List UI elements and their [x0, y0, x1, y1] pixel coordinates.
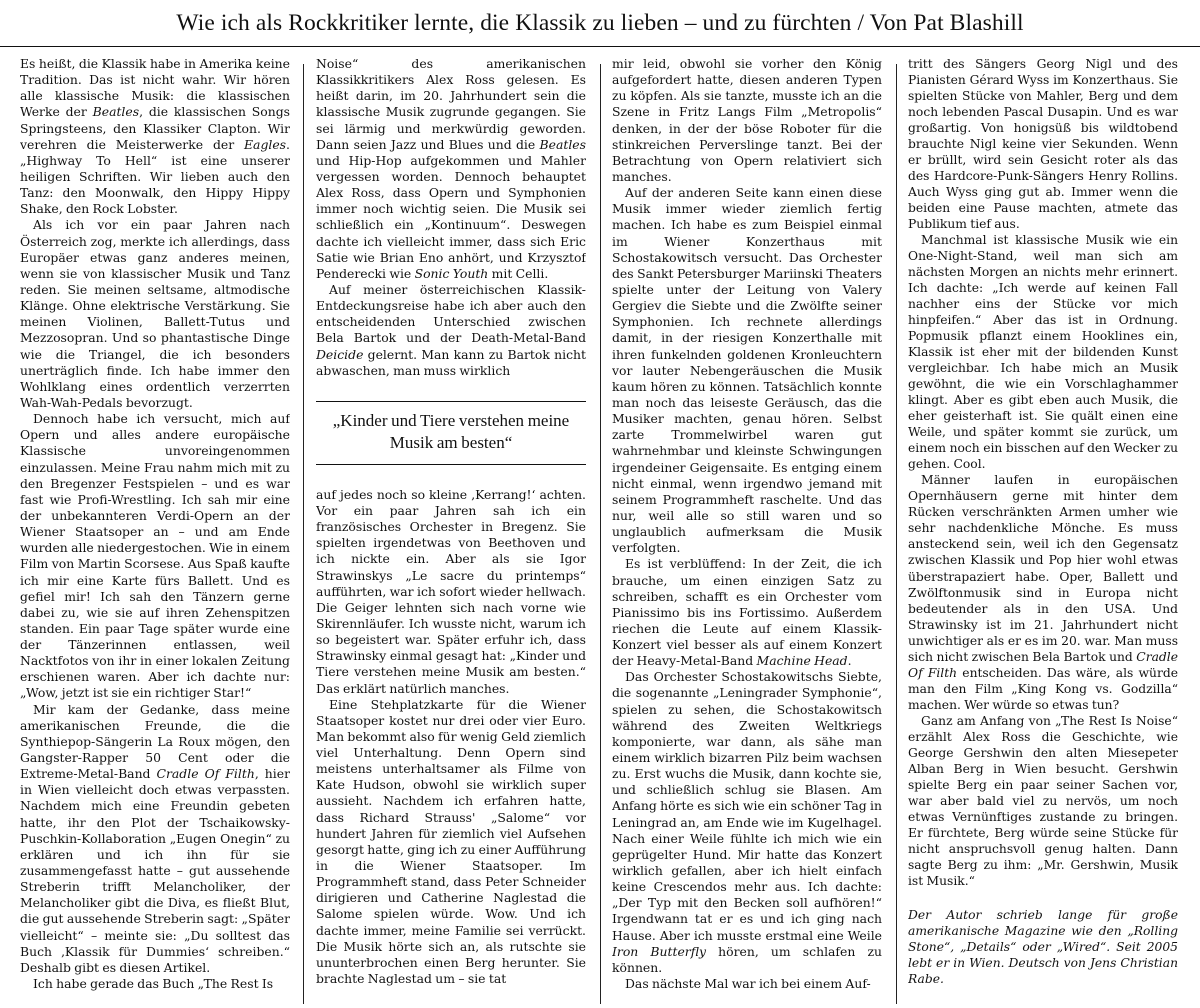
column-divider [600, 64, 601, 1004]
column-4 [908, 56, 1178, 1006]
article-body [20, 56, 1192, 1006]
paragraph: Dennoch habe ich versucht, mich auf Opern und alles andere europäische Klassische unvoreingenommen einzulassen. Meine Frau nahm mich mit zu den Bregenzer Festspielen – und es war fast wie Profi-Wrestling. Ich sah mir eine der unbekannteren Verdi-Opern an der Wiener Staatsoper an – und am Ende wurden alle niedergestochen. Wie in einem Film von Martin Scorsese. Aus Spaß kaufte ich mir eine Karte fürs Ballett. Und es gefiel mir! Ich sah den Tänzern gerne dabei zu, wie sie auf ihren Zehenspitzen standen. Ein paar Tage später wurde eine der Tänzerinnen entlassen, weil Nacktfotos von ihr in einer lokalen Zeitung erschienen waren. Aber ich dachte nur: „Wow, jetzt ist sie ein richtiger Star!“ [20, 411, 290, 701]
paragraph: Auf der anderen Seite kann einen diese Musik immer wieder ziemlich fertig machen. Ich habe es zum Beispiel einmal im Wiener Konzerthaus mit Schostakowitsch versucht. Das Orchester des Sankt Petersburger Mariinski Theaters spielte unter der Leitung von Valery Gergiev die Siebte und die Zwölfte seiner Symphonien. Ich rechnete allerdings damit, in der riesigen Konzerthalle mit ihren funkelnden goldenen Kronleuchtern vor lauter Nebengeräuschen die Musik kaum hören zu können. Tatsächlich konnte man noch das leiseste Geräusch, das die Musiker machten, genau hören. Selbst zarte Trommelwirbel waren gut wahrnehmbar und kleinste Schwingungen irgendeiner Geigensaite. Es entging einem nicht einmal, wenn irgendwo jemand mit seinem Programmheft raschelte. Und das nur, weil alle so still waren und so unglaublich aufmerksam die Musik verfolgten. [612, 185, 882, 556]
paragraph: Es ist verblüffend: In der Zeit, die ich brauche, um einen einzigen Satz zu schreiben, schafft es ein Orchester vom Pianissimo bis ins Fortissimo. Außerdem riechen die Leute auf einem Klassik-Konzert viel besser als auf einem Konzert der Heavy-Metal-Band Machine Head. [612, 556, 882, 669]
paragraph: Ich habe gerade das Buch „The Rest Is [33, 976, 274, 992]
paragraph: Als ich vor ein paar Jahren nach Österreich zog, merkte ich allerdings, dass Europäer etwas ganz anderes meinen, wenn sie von klassischer Musik und Tanz reden. Sie meinen seltsame, altmodische Klänge. Ohne elektrische Verstärkung. Sie meinen Violinen, Ballett-Tutus und Mezzosopran. Und so phantastische Dinge wie die Triangel, die ich besonders unerträglich finde. Ich habe immer den Wohlklang eines ordentlich verzerrten Wah-Wah-Pedals bevorzugt. [20, 217, 290, 410]
paragraph: tritt des Sängers Georg Nigl und des Pianisten Gérard Wyss im Konzerthaus. Sie spielten Stücke von Mahler, Berg und dem noch lebenden Pascal Dusapin. Und es war großartig. Von honigsüß bis wildtobend brauchte Nigl keine vier Sekunden. Wenn er brüllt, wird sein Gesicht roter als das des Hardcore-Punk-Sängers Henry Rollins. Auch Wyss ging gut ab. Immer wenn die beiden eine Pause machten, atmete das Publikum tief aus. [908, 57, 1178, 232]
paragraph: Auf meiner österreichischen Klassik-Entdeckungsreise habe ich aber auch den entscheidenden Unterschied zwischen Bela Bartok und der Death-Metal-Band Deicide gelernt. Man kann zu Bartok nicht abwaschen, man muss wirklich [316, 281, 586, 378]
paragraph: auf jedes noch so kleine ‚Kerrang!‘ achten. Vor ein paar Jahren sah ich ein französisches Orchester in Bregenz. Sie spielten irgendetwas von Beethoven und ich nickte ein. Aber als sie Igor Strawinskys „Le sacre du printemps“ aufführten, war ich sofort wieder hellwach. Die Geiger lehnten sich nach vorne wie Skirennläufer. Ich wusste nicht, warum ich so begeistert war. Später erfuhr ich, dass Strawinsky einmal gesagt hat: „Kinder und Tiere verstehen meine Musik am besten.“ Das erklärt natürlich manches. [316, 486, 586, 696]
author-note-text: Der Autor schrieb lange für große amerikanische Magazine wie den „Rolling Stone“, „Details“ oder „Wired“. Seit 2005 lebt er in Wien. Deutsch von Jens Christian Rabe. [908, 907, 1178, 986]
paragraph: Mir kam der Gedanke, dass meine amerikanischen Freunde, die die Synthiepop-Sängerin La Roux mögen, den Gangster-Rapper 50 Cent oder die Extreme-Metal-Band Cradle Of Filth, hier in Wien vielleicht doch etwas verpassten. Nachdem mich eine Freundin gebeten hatte, ihr den Plot der Tschaikowsky-Puschkin-Kollaboration „Eugen Onegin“ zu erklären und ich ihn für sie zusammengefasst hatte – gut aussehende Streberin trifft Melancholiker, der Melancholiker gibt die Diva, es fließt Blut, die gut aussehende Streberin sagt: „Später vielleicht“ – meinte sie: „Du solltest das Buch ‚Klassik für Dummies‘ schreiben.“ Deshalb gibt es diesen Artikel. [20, 701, 290, 975]
column-3 [612, 56, 882, 1006]
column-divider [896, 64, 897, 1004]
column-divider [303, 64, 304, 1004]
paragraph: Männer laufen in europäischen Opernhäusern gerne mit hinter dem Rücken verschränkten Armen umher wie sehr nachdenkliche Mönche. Es muss ansteckend sein, weil ich den Gegensatz zwischen Klassik und Pop hier wohl etwas überstrapaziert habe. Oper, Ballett und Zwölftonmusik sind in Europa nicht bedeutender als in den USA. Und Strawinsky ist im 21. Jahrhundert nicht unwichtiger als er es im 20. war. Man muss sich nicht zwischen Bela Bartok und Cradle Of Filth entscheiden. Das wäre, als würde man den Film „King Kong vs. Godzilla“ machen. Wer würde so etwas tun? [908, 473, 1178, 712]
paragraph: Es heißt, die Klassik habe in Amerika keine Tradition. Das ist nicht wahr. Wir hören alle klassische Musik: die klassischen Werke der Beatles, die klassischen Songs Springsteens, den Klassiker Clapton. Wir verehren die Meisterwerke der Eagles. „Highway To Hell“ ist eine unserer heiligen Schriften. Wir lieben auch den Tanz: den Moonwalk, den Hippy Hippy Shake, den Rock Lobster. [20, 56, 290, 217]
paragraph: Eine Stehplatzkarte für die Wiener Staatsoper kostet nur drei oder vier Euro. Man bekommt also für wenig Geld ziemlich viel Unterhaltung. Denn Opern sind meistens unterhaltsamer als Filme von Kate Hudson, obwohl sie wirklich super aussieht. Nachdem ich erfahren hatte, dass Richard Strauss' „Salome“ vor hundert Jahren für ziemlich viel Aufsehen gesorgt hatte, ging ich zu einer Aufführung in die Wiener Staatsoper. Im Programmheft stand, dass Peter Schneider dirigieren und Catherine Naglestad die Salome spielen würde. Wow. Und ich dachte immer, meine Familie sei verrückt. Die Musik hörte sich an, als rutschte sie ununterbrochen einen Berg herunter. Sie brachte Naglestad um – sie tat [316, 696, 586, 987]
pull-quote: „Kinder und Tiere verstehen meine Musik am besten“ [316, 401, 586, 465]
paragraph: mir leid, obwohl sie vorher den König aufgefordert hatte, diesen anderen Typen zu köpfen. Als sie tanzte, musste ich an die Szene in Fritz Langs Film „Metropolis“ denken, in der der böse Roboter für die stinkreichen Perverslinge tanzt. Bei der Betrachtung von Opern relativiert sich manches. [612, 56, 882, 184]
paragraph: Manchmal ist klassische Musik wie ein One-Night-Stand, weil man sich am nächsten Morgen an nichts mehr erinnert. Ich dachte: „Ich werde auf keinen Fall nachher eins der Stücke vor mich hinpfeifen.“ Aber das ist in Ordnung. Popmusik pflanzt einem Hooklines ein, Klassik ist eher mit der bildenden Kunst vergleichbar. Ich habe mich an Musik gewöhnt, die wie ein Vorschlaghammer klingt. Aber es gibt eben auch Musik, die eher geisterhaft ist. Sie quält einen eine Weile, und später kommt sie zurück, um einem noch ein bisschen auf den Wecker zu gehen. Cool. [908, 233, 1178, 472]
paragraph: Das Orchester Schostakowitschs Siebte, die sogenannte „Leningrader Symphonie“, spielen zu sehen, die Schostakowitsch während des Zweiten Weltkriegs komponierte, war dann, als sähe man einem wirklich bizarren Pilz beim wachsen zu. Erst wuchs die Musik, dann kochte sie, und schließlich schlug sie Blasen. Am Anfang hörte es sich wie ein schöner Tag in Leningrad an, am Ende wie im Kugelhagel. Nach einer Weile fühlte ich mich wie ein geprügelter Hund. Mir hatte das Konzert wirklich gefallen, aber ich hielt einfach keine Crescendos mehr aus. Ich dachte: „Der Typ mit den Becken soll aufhören!“ Irgendwann tat er es und ich ging nach Hause. Aber ich musste erstmal eine Weile Iron Butterfly hören, um schlafen zu können. [612, 669, 882, 975]
author-note [908, 907, 1178, 987]
article-headline: Wie ich als Rockkritiker lernte, die Klassik zu lieben – und zu fürchten / Von Pat Blashill [0, 0, 1200, 47]
column-2 [316, 56, 586, 1006]
paragraph: Ganz am Anfang von „The Rest Is Noise“ erzählt Alex Ross die Geschichte, wie George Gershwin den alten Miesepeter Alban Berg in Wien besucht. Gershwin spielte Berg ein paar seiner Sachen vor, war aber bald viel zu nervös, um noch etwas Vernünftiges zustande zu bringen. Er fürchtete, Berg würde seine Stücke für nicht anspruchsvoll genug halten. Dann sagte Berg zu ihm: „Mr. Gershwin, Musik ist Musik.“ [908, 713, 1178, 888]
paragraph: Noise“ des amerikanischen Klassikkritikers Alex Ross gelesen. Es heißt darin, im 20. Jahrhundert sein die klassische Musik zugrunde gegangen. Sie sei lärmig und merkwürdig geworden. Dann seien Jazz und Blues und die Beatles und Hip-Hop aufgekommen und Mahler vergessen worden. Dennoch behauptet Alex Ross, dass Opern und Symphonien immer noch wichtig seien. Die Musik sei schließlich ein „Kontinuum“. Deswegen dachte ich vielleicht immer, dass sich Eric Satie wie Brian Eno anhört, und Krzysztof Penderecki wie Sonic Youth mit Celli. [316, 56, 586, 281]
paragraph: Das nächste Mal war ich bei einem Auf- [625, 976, 871, 992]
column-1 [20, 56, 290, 1006]
